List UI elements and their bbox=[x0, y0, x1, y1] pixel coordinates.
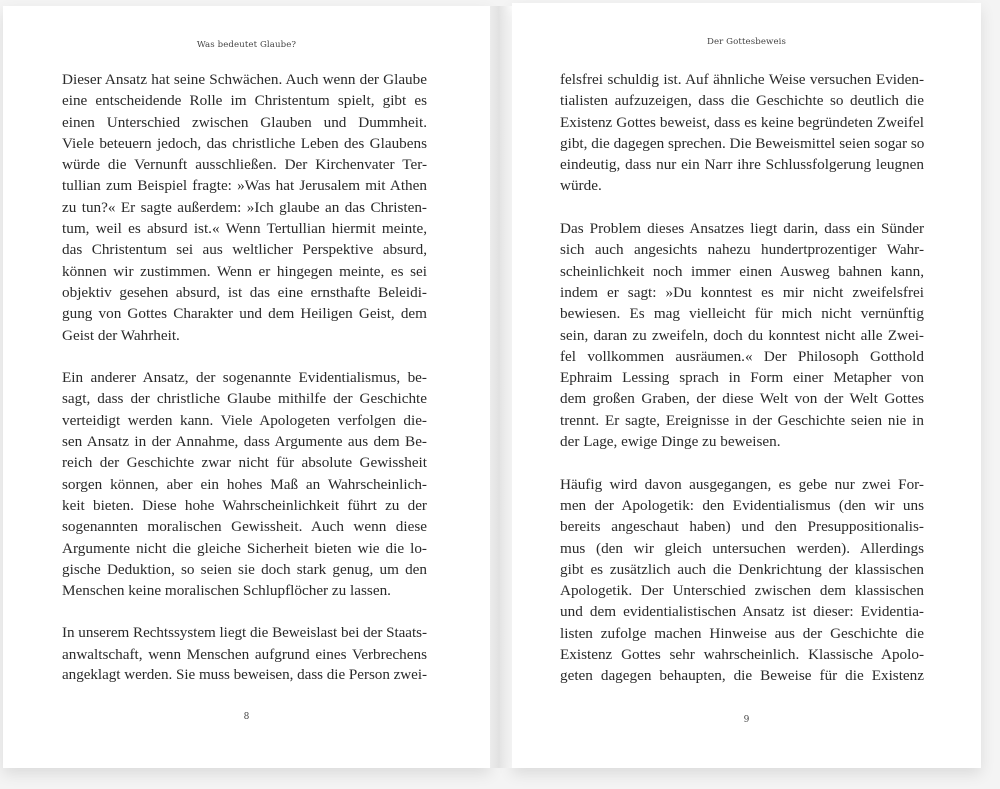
text-line: Apologetik. Der Unterschied zwischen dem klassischen bbox=[560, 582, 924, 600]
text-line: gung von Gottes Charakter und dem Heiligen Geist, dem bbox=[62, 305, 427, 323]
paragraph bbox=[62, 367, 427, 601]
paragraph bbox=[560, 218, 924, 452]
text-line: und dem evidentialistischen Ansatz ist dieser: Evidentia- bbox=[560, 603, 924, 621]
text-line: können wir zustimmen. Wenn er hingegen meinte, es sei bbox=[62, 262, 427, 280]
text-line: mus (den wir gleich untersuchen werden). Allerdings bbox=[560, 539, 924, 557]
text-line: Existenz Gottes sehr wahrscheinlich. Klassische Apolo- bbox=[560, 646, 924, 664]
text-line: würde die Vernunft ausschließen. Der Kirchenvater Ter- bbox=[62, 156, 427, 174]
page-number-left: 8 bbox=[243, 712, 250, 722]
text-line: eindeutig, dass nur ein Narr ihre Schlussfolgerung leugnen bbox=[560, 156, 924, 174]
text-line: gibt, die dagegen sprechen. Die Beweismittel seien sogar so bbox=[560, 134, 925, 152]
text-line: bereits angeschaut haben) und den Presuppositionalis- bbox=[560, 518, 924, 536]
text-line: Viele beteuern jedoch, das christliche Leben des Glaubens bbox=[62, 134, 427, 152]
left-page bbox=[3, 6, 490, 768]
text-line: tullian zum Beispiel fragte: »Was hat Jerusalem mit Athen bbox=[62, 177, 427, 195]
book-gutter bbox=[490, 6, 512, 768]
text-line: geten dagegen behaupten, die Beweise für die Existenz bbox=[560, 667, 924, 685]
text-line: Geist der Wahrheit. bbox=[62, 326, 180, 344]
text-line: gische Deduktion, so seien sie doch stark genug, um den bbox=[62, 560, 427, 578]
text-line: sich auch angesichts nahezu hundertprozentiger Wahr- bbox=[560, 241, 924, 259]
text-line: Ein anderer Ansatz, der sogenannte Evidentialismus, be- bbox=[62, 369, 427, 387]
text-line: trennt. Er sagte, Ereignisse in der Geschichte seien nie in bbox=[560, 411, 924, 429]
text-line: keit bieten. Diese hohe Wahrscheinlichkeit führt zu der bbox=[62, 496, 427, 514]
text-line: bewiesen. Es mag vielleicht für mich nicht vernünftig bbox=[560, 305, 924, 323]
right-page-body bbox=[560, 69, 924, 687]
text-line: scheinlichkeit noch immer einen Ausweg bahnen kann, bbox=[560, 262, 924, 280]
running-head-right: Der Gottesbeweis bbox=[706, 37, 787, 47]
text-line: sein, daran zu zweifeln, doch du konntest nicht alle Zwei- bbox=[560, 326, 924, 344]
paragraph bbox=[560, 474, 924, 687]
text-line: würde. bbox=[560, 177, 602, 195]
paragraph bbox=[560, 69, 924, 197]
text-line: Dieser Ansatz hat seine Schwächen. Auch wenn der Glaube bbox=[62, 71, 427, 88]
text-line: eine entscheidende Rolle im Christentum spielt, gibt es bbox=[62, 92, 427, 110]
text-line: dem großen Graben, der diese Welt von der Welt Gottes bbox=[560, 390, 924, 408]
text-line: angeklagt werden. Sie muss beweisen, dass die Person zwei- bbox=[62, 667, 427, 684]
paragraph bbox=[62, 69, 427, 346]
text-line: das Christentum sei aus weltlicher Perspektive absurd, bbox=[62, 241, 427, 259]
text-line: fel vollkommen ausräumen.« Der Philosoph Gotthold bbox=[560, 347, 924, 365]
text-line: Häufig wird davon ausgegangen, es gebe nur zwei For- bbox=[560, 475, 924, 493]
text-line: indem er sagt: »Du konntest es mir nicht zweifelsfrei bbox=[560, 283, 924, 301]
right-page bbox=[512, 3, 981, 768]
text-line: anwaltschaft, wenn Menschen aufgrund eines Verbrechens bbox=[62, 646, 427, 664]
text-line: zu tun?« Er sagte außerdem: »Ich glaube an das Christen- bbox=[62, 198, 427, 216]
text-line: listen zufolge machen Hinweise aus der Geschichte die bbox=[560, 624, 924, 642]
running-head-left: Was bedeutet Glaube? bbox=[196, 40, 297, 50]
text-line: sagt, dass der christliche Glaube mithilfe der Geschichte bbox=[62, 390, 427, 408]
left-page-body bbox=[62, 69, 427, 687]
text-line: der Lage, ewige Dinge zu beweisen. bbox=[560, 433, 781, 451]
text-line: Existenz Gottes beweist, dass es keine begründeten Zweifel bbox=[560, 113, 924, 131]
text-line: Ephraim Lessing sprach in Form einer Metapher von bbox=[560, 369, 924, 387]
text-line: reich der Geschichte zwar nicht für absolute Gewissheit bbox=[62, 454, 427, 472]
text-line: sorgen können, aber ein hohes Maß an Wahrscheinlich- bbox=[62, 475, 427, 493]
text-line: sen Ansatz in der Annahme, dass Argumente aus dem Be- bbox=[62, 433, 427, 451]
paragraph bbox=[62, 623, 427, 687]
text-line: felsfrei schuldig ist. Auf ähnliche Weise versuchen Eviden- bbox=[560, 71, 924, 88]
text-line: Menschen keine moralischen Schlupflöcher zu lassen. bbox=[62, 582, 391, 600]
text-line: gibt es zusätzlich auch die Denkrichtung der klassischen bbox=[560, 560, 924, 578]
text-line: tum, weil es absurd ist.« Wenn Tertullian hiermit meinte, bbox=[62, 220, 427, 238]
text-line: Das Problem dieses Ansatzes liegt darin, dass ein Sünder bbox=[560, 220, 924, 238]
text-line: objektiv gesehen absurd, ist das eine ernsthafte Beleidi- bbox=[62, 283, 427, 301]
text-line: sogenannten moralischen Gewissheit. Auch wenn diese bbox=[62, 518, 427, 536]
text-line: tialisten aufzuzeigen, dass die Geschichte so deutlich die bbox=[560, 92, 924, 110]
text-line: In unserem Rechtssystem liegt die Beweislast bei der Staats- bbox=[62, 624, 427, 641]
text-line: verteidigt werden kann. Viele Apologeten verfolgen die- bbox=[62, 411, 427, 429]
text-line: einen Unterschied zwischen Glauben und Dummheit. bbox=[62, 113, 427, 131]
text-line: men der Apologetik: den Evidentialismus (den wir uns bbox=[560, 496, 924, 514]
text-line: Argumente nicht die gleiche Sicherheit bieten wie die lo- bbox=[62, 539, 427, 557]
page-number-right: 9 bbox=[743, 715, 750, 725]
